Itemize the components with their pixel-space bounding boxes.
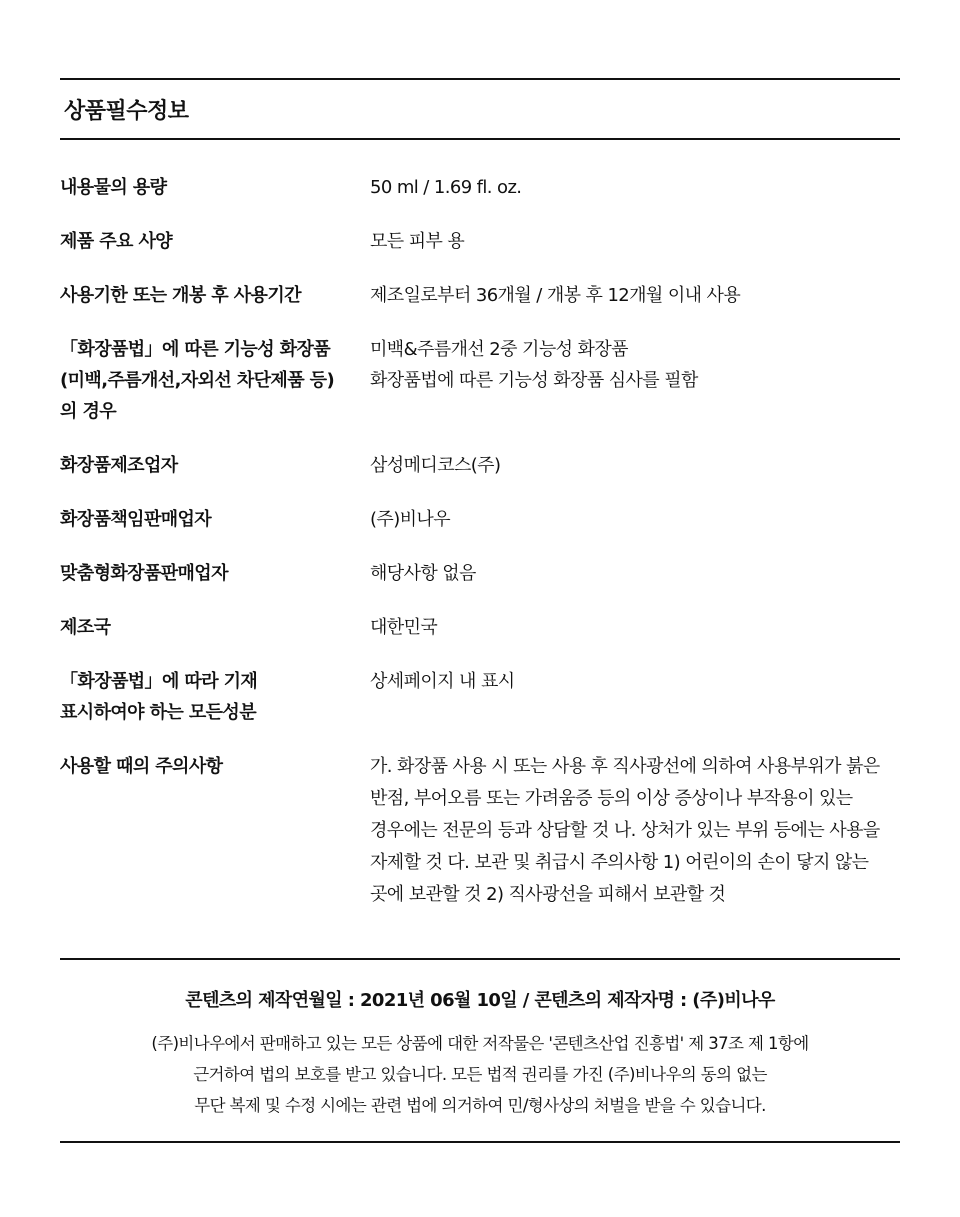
spec-key: 화장품책임판매업자: [60, 509, 212, 530]
spec-value: 삼성메디코스(주): [370, 455, 501, 476]
spec-value: 해당사항 없음: [370, 563, 476, 584]
spec-row-origin: [60, 612, 900, 643]
spec-value: 모든 피부 용: [370, 231, 465, 252]
spec-key: 「화장품법」에 따라 기재 표시하여야 하는 모든성분: [60, 671, 258, 723]
spec-key: 화장품제조업자: [60, 455, 178, 476]
spec-key: 「화장품법」에 따른 기능성 화장품 (미백,주름개선,자외선 차단제품 등) 의 경우: [60, 339, 335, 422]
spec-row-caution: [60, 751, 900, 911]
spec-row-ingredients: [60, 666, 900, 728]
spec-value: 50 ml / 1.69 fl. oz.: [370, 177, 522, 198]
spec-value: 가. 화장품 사용 시 또는 사용 후 직사광선에 의하여 사용부위가 붉은 반점, 부어오름 또는 가려움증 등의 이상 증상이나 부작용이 있는 경우에는 전문의 등과 상담할 것 나. 상처가 있는 부위 등에는 사용을 자제할 것 다. 보관 및 취급시 주의사항 1) 어린이의 손이 닿지 않는 곳에 보관할 것 2) 직사광선을 피해서 보관할 것: [370, 756, 880, 905]
spec-value: 제조일로부터 36개월 / 개봉 후 12개월 이내 사용: [370, 285, 741, 306]
spec-key: 사용할 때의 주의사항: [60, 756, 223, 777]
spec-row-custom-seller: [60, 558, 900, 589]
product-info-page: [60, 78, 900, 1143]
spec-key: 내용물의 용량: [60, 177, 167, 198]
notice-bottom-divider: [60, 1141, 900, 1143]
spec-row-volume: [60, 172, 900, 203]
notice-body: (주)비나우에서 판매하고 있는 모든 상품에 대한 저작물은 '콘텐츠산업 진흥법' 제 37조 제 1항에 근거하여 법의 보호를 받고 있습니다. 모든 법적 권리를 가진 (주)비나우의 동의 없는 무단 복제 및 수정 시에는 관련 법에 의거하여 민/형사상의 처벌을 받을 수 있습니다.: [151, 1034, 809, 1115]
spec-key: 사용기한 또는 개봉 후 사용기간: [60, 285, 301, 306]
spec-row-manufacturer: [60, 450, 900, 481]
notice-title: 콘텐츠의 제작연월일 : 2021년 06월 10일 / 콘텐츠의 제작자명 : (주)비나우: [185, 990, 775, 1011]
spec-table: [60, 172, 900, 911]
title-divider: [60, 138, 900, 140]
spec-value: (주)비나우: [370, 509, 450, 530]
copyright-notice: [60, 960, 900, 1141]
spec-row-expiry: [60, 280, 900, 311]
spec-row-spec: [60, 226, 900, 257]
spec-value: 대한민국: [370, 617, 438, 638]
spec-key: 제품 주요 사양: [60, 231, 173, 252]
spec-key: 제조국: [60, 617, 111, 638]
spec-value: 상세페이지 내 표시: [370, 671, 515, 692]
spec-row-functional: [60, 334, 900, 427]
spec-row-seller: [60, 504, 900, 535]
spec-key: 맞춤형화장품판매업자: [60, 563, 228, 584]
spec-value: 미백&주름개선 2중 기능성 화장품 화장품법에 따른 기능성 화장품 심사를 필함: [370, 339, 698, 391]
section-title: 상품필수정보: [64, 98, 189, 124]
